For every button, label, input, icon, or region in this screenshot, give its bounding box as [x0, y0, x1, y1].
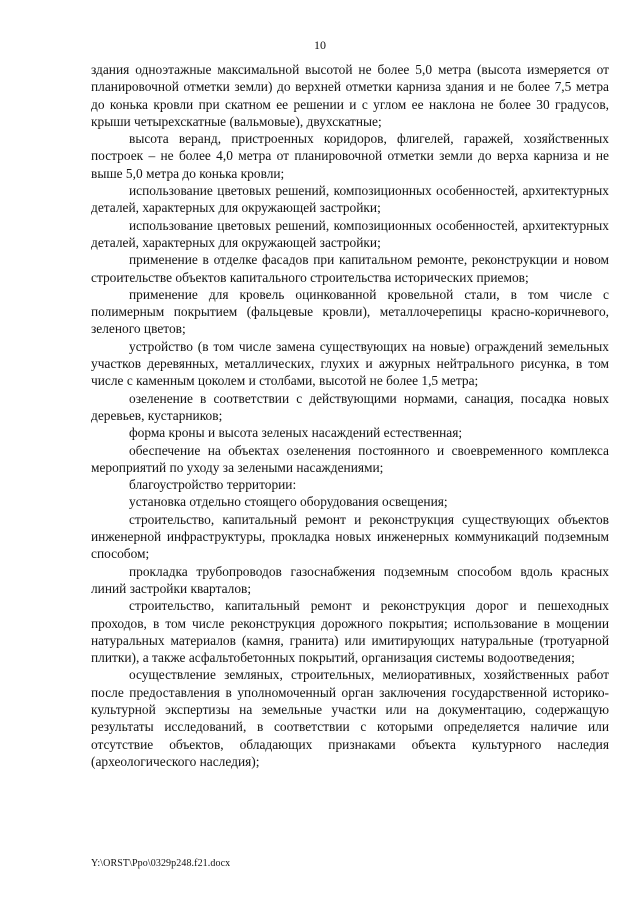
paragraph: озеленение в соответствии с действующими нормами, санация, посадка новых деревьев, кустарников; [91, 390, 609, 423]
paragraph: строительство, капитальный ремонт и реконструкция дорог и пешеходных проходов, в том числе реконструкция дорожного покрытия; использование в мощении натуральных материалов (камня, гранита) или имитирующих натуральные (тротуарной плитки), а также асфальтобетонных покрытий, организация системы водоотведения; [91, 598, 609, 666]
page-number: 10 [314, 38, 326, 52]
paragraph: устройство (в том числе замена существующих на новые) ограждений земельных участков деревянных, металлических, глухих и ажурных нейтрального рисунка, в том числе с каменным цоколем и столбами, высотой не более 1,5 метра; [91, 338, 609, 389]
paragraph: строительство, капитальный ремонт и реконструкция существующих объектов инженерной инфраструктуры, прокладка новых инженерных коммуникаций подземным способом; [91, 511, 609, 562]
paragraph: благоустройство территории: [129, 477, 297, 493]
paragraph: обеспечение на объектах озеленения постоянного и своевременного комплекса мероприятий по уходу за зелеными насаждениями; [91, 442, 609, 475]
paragraph: осуществление земляных, строительных, мелиоративных, хозяйственных работ после предоставления в уполномоченный орган заключения государственной историко-культурной экспертизы на земельные участки или на документацию, содержащую результаты исследований, в соответствии с которыми определяется наличие или отсутствие объектов, обладающих признаками объекта культурного наследия (археологического наследия); [91, 667, 609, 769]
footer-file-path: Y:\ORST\Ppo\0329p248.f21.docx [91, 858, 231, 869]
document-body [91, 61, 609, 770]
paragraph: применение для кровель оцинкованной кровельной стали, в том числе с полимерным покрытием (фальцевые кровли), металлочерепицы красно-коричневого, зеленого цветов; [91, 286, 609, 337]
paragraph: использование цветовых решений, композиционных особенностей, архитектурных деталей, характерных для окружающей застройки; [91, 183, 609, 216]
paragraph: использование цветовых решений, композиционных особенностей, архитектурных деталей, характерных для окружающей застройки; [91, 217, 609, 250]
paragraph: форма кроны и высота зеленых насаждений естественная; [129, 425, 463, 441]
paragraph: здания одноэтажные максимальной высотой не более 5,0 метра (высота измеряется от планировочной отметки земли) до верхней отметки карниза здания и не более 7,5 метра до конька кровли при скатном ее решении и с углом ее наклона не более 30 градусов, крыши четырехскатные (вальмовые), двухскатные; [91, 62, 609, 129]
paragraph: применение в отделке фасадов при капитальном ремонте, реконструкции и новом строительстве объектов капитального строительства исторических приемов; [91, 252, 609, 285]
paragraph: высота веранд, пристроенных коридоров, флигелей, гаражей, хозяйственных построек – не более 4,0 метра от планировочной отметки земли до верха карниза и не выше 5,0 метра до конька кровли; [91, 131, 609, 181]
paragraph: установка отдельно стоящего оборудования освещения; [129, 494, 448, 510]
paragraph: прокладка трубопроводов газоснабжения подземным способом вдоль красных линий застройки кварталов; [91, 563, 609, 596]
